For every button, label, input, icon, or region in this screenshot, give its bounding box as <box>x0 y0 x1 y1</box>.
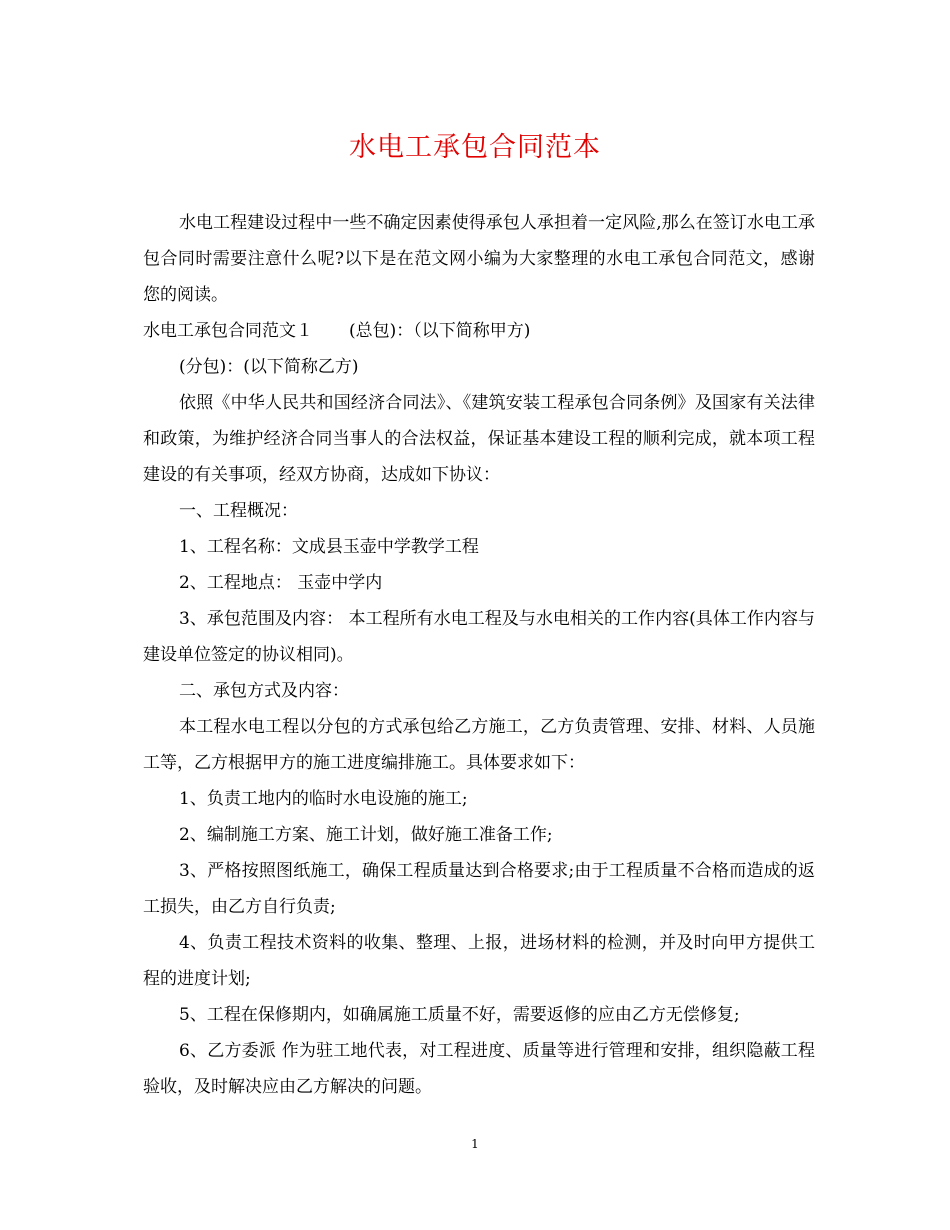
document-title: 水电工承包合同范本 <box>349 132 601 163</box>
party-a-line: (总包)：（以下简称甲方) <box>349 321 531 341</box>
section-1-heading: 一、工程概况： <box>179 501 298 521</box>
section-2-heading: 二、承包方式及内容： <box>179 681 349 701</box>
requirement-item: 6、乙方委派 作为驻工地代表，对工程进度、质量等进行管理和安排，组织隐蔽工程验收，及时解决应由乙方解决的问题。 <box>143 1041 815 1097</box>
contract-method-paragraph: 本工程水电工程以分包的方式承包给乙方施工，乙方负责管理、安排、材料、人员施工等，乙方根据甲方的施工进度编排施工。具体要求如下： <box>143 717 815 773</box>
sample-heading-line <box>143 313 815 349</box>
preamble-paragraph: 依照《中华人民共和国经济合同法》、《建筑安装工程承包合同条例》及国家有关法律和政策，为维护经济合同当事人的合法权益，保证基本建设工程的顺利完成，就本项工程建设的有关事项，经双方协商，达成如下协议： <box>143 393 815 485</box>
requirement-item: 1、负责工地内的临时水电设施的施工; <box>179 789 468 809</box>
document-body <box>143 205 815 1105</box>
project-scope-item: 3、承包范围及内容： 本工程所有水电工程及与水电相关的工作内容(具体工作内容与建设单位签定的协议相同)。 <box>143 609 815 665</box>
requirement-item: 4、负责工程技术资料的收集、整理、上报，进场材料的检测，并及时向甲方提供工程的进度计划; <box>143 933 815 989</box>
party-b-line: (分包)：(以下简称乙方) <box>179 357 359 377</box>
requirement-item: 3、严格按照图纸施工，确保工程质量达到合格要求;由于工程质量不合格而造成的返工损失，由乙方自行负责; <box>143 861 815 917</box>
project-name-item: 1、工程名称：文成县玉壶中学教学工程 <box>179 537 479 557</box>
intro-paragraph: 水电工程建设过程中一些不确定因素使得承包人承担着一定风险,那么在签订水电工承包合同时需要注意什么呢?以下是在范文网小编为大家整理的水电工承包合同范文，感谢您的阅读。 <box>143 213 815 305</box>
page-number: 1 <box>471 1137 479 1151</box>
sample-heading: 水电工承包合同范文１ <box>143 321 313 341</box>
project-location-item: 2、工程地点： 玉壶中学内 <box>179 573 383 593</box>
requirement-item: 5、工程在保修期内，如确属施工质量不好，需要返修的应由乙方无偿修复; <box>179 1005 740 1025</box>
requirement-item: 2、编制施工方案、施工计划，做好施工准备工作; <box>179 825 553 845</box>
